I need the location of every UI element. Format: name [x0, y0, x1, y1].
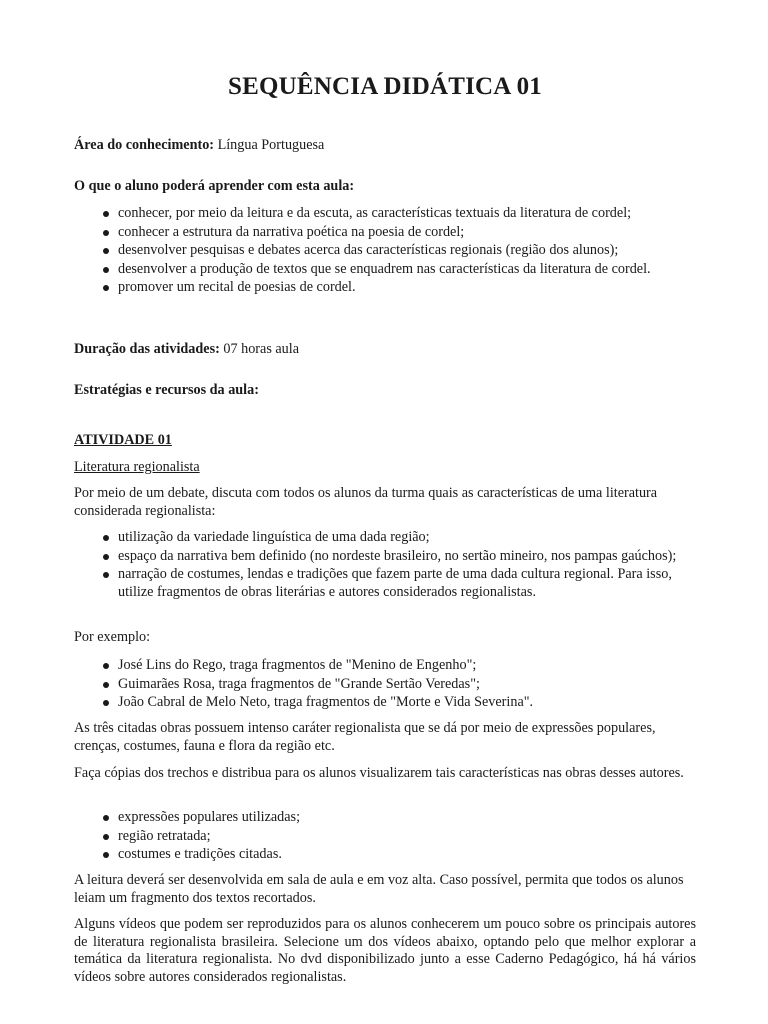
list-item: espaço da narrativa bem definido (no nordeste brasileiro, no sertão mineiro, nos pampas gaúchos); [74, 548, 696, 566]
strategies-heading: Estratégias e recursos da aula: [74, 382, 259, 398]
features-list [74, 529, 696, 602]
paragraph-3: A leitura deverá ser desenvolvida em sala de aula e em voz alta. Caso possível, permita que todos os alunos leiam um fragmento dos textos recortados. [74, 872, 684, 906]
area-line [74, 137, 696, 155]
paragraph-1: As três citadas obras possuem intenso caráter regionalista que se dá por meio de expressões populares, crenças, costumes, fauna e flora da região etc. [74, 720, 656, 754]
list-item: desenvolver a produção de textos que se enquadrem nas características da literatura de cordel. [74, 261, 696, 279]
list-item: conhecer, por meio da leitura e da escuta, as características textuais da literatura de cordel; [74, 205, 696, 223]
list-item: promover um recital de poesias de cordel. [74, 279, 696, 297]
paragraph-2: Faça cópias dos trechos e distribua para os alunos visualizarem tais características nas obras desses autores. [74, 765, 684, 781]
activity-subheading: Literatura regionalista [74, 459, 200, 475]
list-item: expressões populares utilizadas; [74, 809, 696, 827]
activity-intro: Por meio de um debate, discuta com todos os alunos da turma quais as características de uma literatura considerada regionalista: [74, 485, 658, 519]
duration-value: 07 horas aula [219, 341, 300, 357]
list-item: João Cabral de Melo Neto, traga fragmentos de "Morte e Vida Severina". [74, 694, 696, 712]
example-label: Por exemplo: [74, 629, 151, 645]
page-title: SEQUÊNCIA DIDÁTICA 01 [228, 73, 542, 100]
duration-label: Duração das atividades: [74, 341, 220, 357]
learn-heading: O que o aluno poderá aprender com esta aula: [74, 178, 355, 194]
observe-list [74, 809, 696, 865]
list-item: desenvolver pesquisas e debates acerca das características regionais (região dos alunos); [74, 242, 696, 260]
list-item: utilização da variedade linguística de uma dada região; [74, 529, 696, 547]
examples-list [74, 657, 696, 713]
paragraph-4: Alguns vídeos que podem ser reproduzidos para os alunos conhecerem um pouco sobre os principais autores de literatura regionalista brasileira. Selecione um dos vídeos abaixo, optando pelo que melhor explorar a temática da literatura regionalista. No dvd disponibilizado junto a esse Caderno Pedagógico, há há vários vídeos sobre autores considerados regionalistas. [74, 916, 696, 985]
area-label: Área do conhecimento: [74, 137, 215, 153]
duration-line [74, 341, 696, 359]
list-item: narração de costumes, lendas e tradições que fazem parte de uma dada cultura regional. Para isso, utilize fragmentos de obras literárias e autores considerados regionalistas. [74, 566, 696, 601]
list-item: conhecer a estrutura da narrativa poética na poesia de cordel; [74, 224, 696, 242]
activity-heading: ATIVIDADE 01 [74, 432, 172, 448]
area-value: Língua Portuguesa [214, 137, 325, 153]
list-item: costumes e tradições citadas. [74, 846, 696, 864]
list-item: Guimarães Rosa, traga fragmentos de "Grande Sertão Veredas"; [74, 676, 696, 694]
list-item: região retratada; [74, 828, 696, 846]
learn-list [74, 205, 696, 298]
list-item: José Lins do Rego, traga fragmentos de "Menino de Engenho"; [74, 657, 696, 675]
